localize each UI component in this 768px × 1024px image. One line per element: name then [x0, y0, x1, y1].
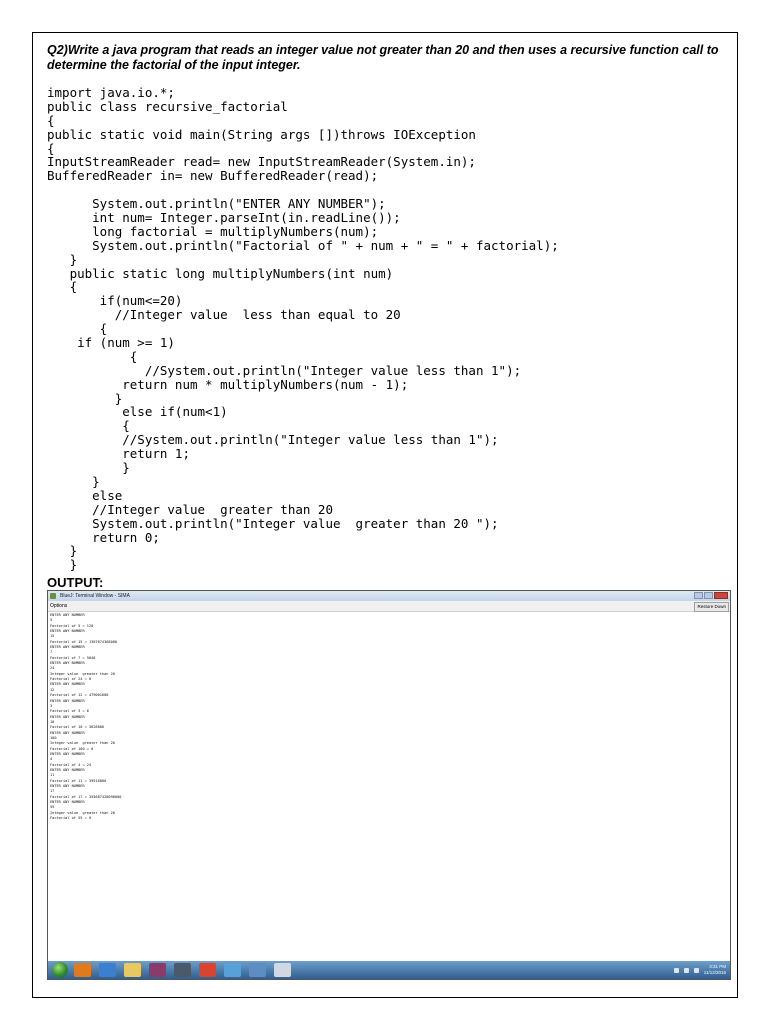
terminal-line: 100	[50, 735, 57, 740]
code-line: {	[47, 279, 78, 295]
code-line: public static long multiplyNumbers(int num)	[47, 265, 394, 281]
code-line: System.out.println("Integer value greater than 20 ");	[47, 515, 499, 531]
code-line: {	[47, 112, 55, 128]
maximize-icon[interactable]	[704, 592, 713, 599]
terminal-output	[50, 613, 121, 821]
terminal-line: 55	[50, 805, 55, 810]
code-line: public static void main(String args [])throws IOException	[47, 126, 476, 142]
tray-flag-icon[interactable]	[674, 968, 679, 973]
code-line: }	[47, 557, 78, 573]
code-block	[47, 86, 559, 572]
system-tray	[674, 962, 726, 978]
code-line: InputStreamReader read= new InputStreamReader(System.in);	[47, 154, 476, 170]
code-line: if(num<=20)	[47, 293, 183, 309]
code-line: else if(num<1)	[47, 404, 228, 420]
code-line: import java.io.*;	[47, 85, 175, 100]
code-line: {	[47, 321, 108, 337]
terminal-line: 10	[50, 719, 55, 724]
code-line: public class recursive_factorial	[47, 98, 288, 114]
terminal-line: ENTER ANY NUMBER	[50, 661, 85, 666]
tool-icon[interactable]	[274, 963, 291, 977]
code-line: //System.out.println("Integer value less than 1");	[47, 432, 499, 448]
terminal-line: 15	[50, 634, 55, 639]
taskbar	[48, 961, 730, 979]
terminal-line: Integer value greater than 20	[50, 741, 115, 746]
window-controls	[694, 592, 728, 600]
code-line: }	[47, 543, 78, 559]
code-line: //Integer value greater than 20	[47, 501, 333, 517]
output-label: OUTPUT:	[47, 575, 104, 590]
clock[interactable]	[704, 964, 726, 976]
start-button-icon[interactable]	[52, 962, 68, 978]
terminal-line: 17	[50, 789, 55, 794]
code-line: //Integer value less than equal to 20	[47, 307, 401, 323]
code-line: //System.out.println("Integer value less than 1");	[47, 362, 522, 378]
code-line: long factorial = multiplyNumbers(num);	[47, 223, 379, 239]
browser-icon[interactable]	[99, 963, 116, 977]
terminal-line: Factorial of 12 = 479001600	[50, 693, 109, 698]
code-line	[47, 183, 559, 197]
terminal-menubar	[48, 601, 730, 612]
terminal-line: ENTER ANY NUMBER	[50, 730, 85, 735]
terminal-line: Factorial of 55 = 0	[50, 816, 92, 821]
paint-icon[interactable]	[224, 963, 241, 977]
winrar-icon[interactable]	[149, 963, 166, 977]
restore-down-button[interactable]: Restore Down	[694, 602, 729, 612]
code-line: System.out.println("Factorial of " + num + " = " + factorial);	[47, 237, 559, 253]
code-line: return 1;	[47, 446, 190, 462]
code-line: int num= Integer.parseInt(in.readLine());	[47, 210, 401, 226]
terminal-line: 11	[50, 773, 55, 778]
chrome-icon[interactable]	[199, 963, 216, 977]
terminal-line: ENTER ANY NUMBER	[50, 629, 85, 634]
terminal-line: Factorial of 11 = 39916800	[50, 778, 107, 783]
terminal-line: Factorial of 4 = 24	[50, 762, 92, 767]
bluej-icon	[50, 593, 56, 599]
code-line: System.out.println("ENTER ANY NUMBER");	[47, 196, 386, 212]
terminal-line: 7	[50, 650, 53, 655]
folder-icon[interactable]	[124, 963, 141, 977]
code-line: }	[47, 460, 130, 476]
terminal-line: Factorial of 100 = 0	[50, 746, 94, 751]
terminal-line: Factorial of 17 = 355687428096000	[50, 794, 122, 799]
terminal-line: ENTER ANY NUMBER	[50, 784, 85, 788]
menu-options[interactable]: Options	[50, 603, 68, 609]
close-icon[interactable]	[714, 592, 728, 599]
code-line: return 0;	[47, 529, 160, 545]
terminal-line: Integer value greater than 20	[50, 810, 115, 815]
terminal-line: Factorial of 15 = 1307674368000	[50, 639, 118, 644]
code-line: {	[47, 348, 138, 364]
tray-volume-icon[interactable]	[694, 968, 699, 973]
code-line: {	[47, 140, 55, 156]
terminal-line: 12	[50, 687, 55, 692]
media-player-icon[interactable]	[74, 963, 91, 977]
code-line: BufferedReader in= new BufferedReader(read);	[47, 168, 379, 184]
terminal-line: Factorial of 10 = 3628800	[50, 725, 105, 730]
terminal-line: ENTER ANY NUMBER	[50, 682, 85, 687]
terminal-line: Factorial of 7 = 5040	[50, 655, 96, 660]
code-line: }	[47, 473, 100, 489]
terminal-line: 3	[50, 703, 53, 708]
terminal-title: BlueJ: Terminal Window - SIMA	[60, 593, 130, 599]
terminal-line: 4	[50, 757, 53, 762]
terminal-line: Integer value greater than 20	[50, 671, 115, 676]
clock-time: 3:31 PM	[709, 964, 726, 969]
terminal-line: 5	[50, 618, 53, 623]
terminal-line: ENTER ANY NUMBER	[50, 767, 85, 772]
tray-network-icon[interactable]	[684, 968, 689, 973]
code-line: if (num >= 1)	[47, 335, 175, 351]
taskbar-apps	[74, 963, 291, 977]
clock-date: 11/12/2016	[703, 970, 726, 975]
terminal-line: Factorial of 3 = 6	[50, 709, 89, 714]
document-icon[interactable]	[249, 963, 266, 977]
terminal-line: ENTER ANY NUMBER	[50, 800, 85, 805]
terminal-window-screenshot	[47, 590, 731, 980]
terminal-line: ENTER ANY NUMBER	[50, 714, 85, 719]
terminal-line: ENTER ANY NUMBER	[50, 645, 85, 650]
terminal-line: ENTER ANY NUMBER	[50, 613, 85, 617]
terminal-line: ENTER ANY NUMBER	[50, 751, 85, 756]
code-line: {	[47, 418, 130, 434]
terminal-line: Factorial of 24 = 0	[50, 677, 92, 682]
app-icon[interactable]	[174, 963, 191, 977]
terminal-line: Factorial of 5 = 120	[50, 623, 94, 628]
question-text: Q2)Write a java program that reads an integer value not greater than 20 and then uses a recursive function call to determine the factorial of the input integer.	[47, 43, 719, 72]
minimize-icon[interactable]	[694, 592, 703, 599]
code-line: }	[47, 251, 78, 267]
code-line: else	[47, 487, 123, 503]
code-line: }	[47, 390, 123, 406]
terminal-line: ENTER ANY NUMBER	[50, 698, 85, 703]
terminal-line: 24	[50, 666, 55, 671]
code-line: return num * multiplyNumbers(num - 1);	[47, 376, 409, 392]
